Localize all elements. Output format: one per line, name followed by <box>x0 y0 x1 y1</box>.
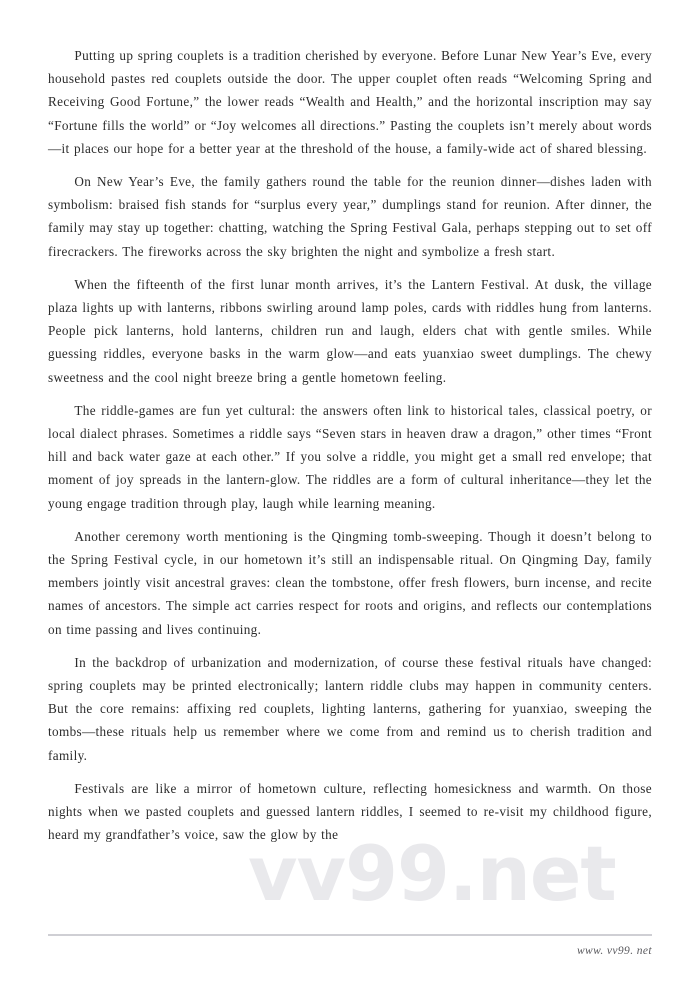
paragraph: In the backdrop of urbanization and modernization, of course these festival rituals have changed: spring couplets may be printed electronically; lantern riddle clubs may happen in community centers. But the core remains: affixing red couplets, lighting lanterns, gathering for yuanxiao, sweeping the tombs—these rituals help us remember where we come from and remind us to cherish tradition and family. <box>48 654 652 763</box>
paragraph: Another ceremony worth mentioning is the Qingming tomb-sweeping. Though it doesn’t belong to the Spring Festival cycle, in our hometown it’s still an indispensable ritual. On Qingming Day, family members jointly visit ancestral graves: clean the tombstone, offer fresh flowers, burn incense, and recite names of ancestors. The simple act carries respect for roots and origins, and reflects our contemplations on time passing and lives continuing. <box>48 528 652 637</box>
paragraph: The riddle-games are fun yet cultural: the answers often link to historical tales, classical poetry, or local dialect phrases. Sometimes a riddle says “Seven stars in heaven draw a dragon,” other times “Front hill and back water gaze at each other.” If you solve a riddle, you might get a small red envelope; that moment of joy spreads in the lantern-glow. The riddles are a form of cultural inheritance—they let the young engage tradition through play, laugh while learning meaning. <box>48 402 652 511</box>
paragraph: Festivals are like a mirror of hometown culture, reflecting homesickness and warmth. On those nights when we pasted couplets and guessed lantern riddles, I seemed to re-visit my childhood figure, heard my grandfather’s voice, saw the glow by the <box>48 780 652 843</box>
paragraph: When the fifteenth of the first lunar month arrives, it’s the Lantern Festival. At dusk, the village plaza lights up with lanterns, ribbons swirling around lamp poles, cards with riddles hung from lanterns. People pick lanterns, hold lanterns, children run and laugh, elders chat with gentle smiles. While guessing riddles, everyone basks in the warm glow—and eats yuanxiao sweet dumplings. The chewy sweetness and the cool night breeze bring a gentle hometown feeling. <box>48 276 652 385</box>
paragraph: On New Year’s Eve, the family gathers round the table for the reunion dinner—dishes laden with symbolism: braised fish stands for “surplus every year,” dumplings stand for reunion. After dinner, the family may stay up together: chatting, watching the Spring Festival Gala, perhaps stepping out to set off firecrackers. The fireworks across the sky brighten the night and symbolize a fresh start. <box>48 174 652 259</box>
watermark-vv99-net: vv99.net <box>248 829 616 918</box>
footer-url: www. vv99. net <box>576 945 652 957</box>
footer-divider <box>48 934 652 936</box>
paragraph: Putting up spring couplets is a tradition cherished by everyone. Before Lunar New Year’s Eve, every household pastes red couplets outside the door. The upper couplet often reads “Welcoming Spring and Receiving Good Fortune,” the lower reads “Wealth and Health,” and the horizontal inscription may say “Fortune fills the world” or “Joy welcomes all directions.” Pasting the couplets isn’t merely about words—it places our hope for a better year at the threshold of the house, a family-wide act of shared blessing. <box>48 48 652 156</box>
document-body <box>48 44 652 847</box>
page-footer <box>48 934 652 957</box>
